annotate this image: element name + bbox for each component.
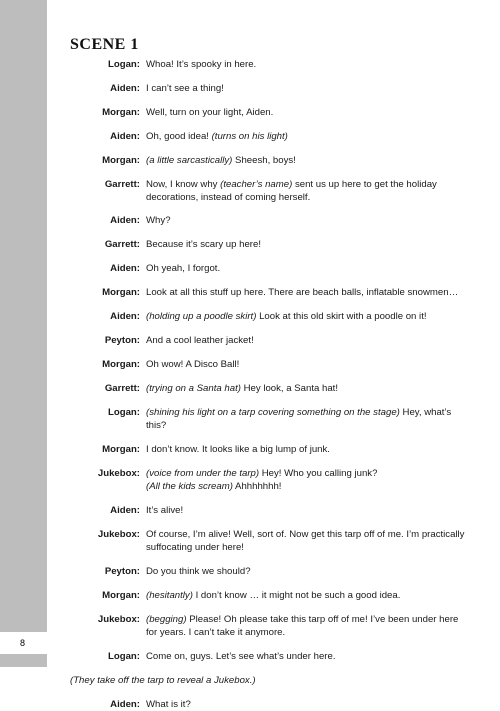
dialogue-text (146, 504, 470, 517)
script-body (70, 58, 470, 711)
stage-direction-inline: (begging) (146, 614, 187, 625)
speaker-name: Logan: (108, 407, 140, 418)
dialogue-text (146, 178, 470, 204)
dialogue-text (146, 589, 470, 602)
dialogue-text (146, 238, 470, 251)
page-side-band (0, 0, 47, 667)
dialogue-fragment: Of course, I’m alive! Well, sort of. Now get this tarp off of me. I’m practically suffocating under here! (146, 529, 465, 553)
dialogue-line (70, 310, 470, 323)
dialogue-text (146, 467, 470, 493)
dialogue-line (70, 286, 470, 299)
dialogue-line (70, 178, 470, 204)
dialogue-line (70, 358, 470, 371)
dialogue-fragment: Why? (146, 215, 171, 226)
dialogue-fragment: Oh yeah, I forgot. (146, 263, 221, 274)
dialogue-fragment: Sheesh, boys! (232, 155, 296, 166)
dialogue-text (146, 286, 470, 299)
dialogue-fragment: I don’t know. It looks like a big lump of junk. (146, 444, 330, 455)
dialogue-text (146, 443, 470, 456)
stage-direction-inline: (All the kids scream) (146, 481, 233, 492)
speaker-name: Jukebox: (97, 468, 140, 479)
dialogue-fragment: Oh wow! A Disco Ball! (146, 359, 240, 370)
dialogue-text (146, 310, 470, 323)
speaker-name: Aiden: (110, 83, 140, 94)
dialogue-line (70, 262, 470, 275)
dialogue-text (146, 698, 470, 711)
dialogue-line (70, 382, 470, 395)
dialogue-line (70, 589, 470, 602)
dialogue-line (70, 58, 470, 71)
dialogue-line (70, 214, 470, 227)
stage-direction-inline: (shining his light on a tarp covering something on the stage) (146, 407, 400, 418)
dialogue-line (70, 130, 470, 143)
stage-direction-inline: (turns on his light) (211, 131, 288, 142)
speaker-name: Garrett: (104, 239, 140, 250)
dialogue-line (70, 565, 470, 578)
speaker-name: Morgan: (102, 359, 140, 370)
speaker-name: Aiden: (110, 699, 140, 710)
dialogue-fragment: Please! Oh please take this tarp off of me! I’ve been under here for years. I can’t take it anymore. (146, 614, 459, 638)
dialogue-fragment: It’s alive! (146, 505, 184, 516)
dialogue-line (70, 334, 470, 347)
dialogue-text (146, 528, 470, 554)
dialogue-line (70, 443, 470, 456)
speaker-name: Morgan: (102, 444, 140, 455)
stage-direction-inline: (teacher’s name) (220, 179, 293, 190)
stage-direction-inline: (trying on a Santa hat) (146, 383, 241, 394)
stage-direction: (They take off the tarp to reveal a Jukebox.) (70, 675, 256, 686)
dialogue-fragment: Oh, good idea! (146, 131, 212, 142)
speaker-name: Aiden: (110, 215, 140, 226)
speaker-name: Logan: (108, 59, 140, 70)
speaker-name: Peyton: (104, 566, 140, 577)
dialogue-text (146, 214, 470, 227)
dialogue-line (70, 406, 470, 432)
dialogue-fragment: And a cool leather jacket! (146, 335, 254, 346)
dialogue-fragment: I don’t know … it might not be such a good idea. (192, 590, 401, 601)
dialogue-text (146, 613, 470, 639)
speaker-name: Morgan: (102, 155, 140, 166)
stage-direction-inline: (hesitantly) (146, 590, 193, 601)
dialogue-text (146, 58, 470, 71)
dialogue-fragment: Come on, guys. Let’s see what’s under here. (146, 651, 336, 662)
scene-heading: SCENE 1 (70, 36, 139, 53)
dialogue-text (146, 565, 470, 578)
dialogue-fragment: sent us up here to get the holiday decorations, instead of coming herself. (146, 179, 437, 203)
dialogue-text (146, 262, 470, 275)
dialogue-text (146, 358, 470, 371)
dialogue-fragment: I can’t see a thing! (146, 83, 224, 94)
dialogue-line (70, 698, 470, 711)
dialogue-text (146, 650, 470, 663)
dialogue-fragment: Hey look, a Santa hat! (240, 383, 338, 394)
stage-direction-inline: (holding up a poodle skirt) (146, 311, 257, 322)
speaker-name: Morgan: (102, 590, 140, 601)
dialogue-text (146, 406, 470, 432)
dialogue-fragment: Ahhhhhhh! (232, 481, 282, 492)
dialogue-line (70, 613, 470, 639)
speaker-name: Aiden: (110, 263, 140, 274)
dialogue-line (70, 106, 470, 119)
dialogue-line (70, 650, 470, 663)
dialogue-line (70, 238, 470, 251)
speaker-name: Garrett: (104, 383, 140, 394)
dialogue-text (146, 334, 470, 347)
speaker-name: Garrett: (104, 179, 140, 190)
dialogue-fragment: Hey! Who you calling junk? (259, 468, 378, 479)
dialogue-fragment: Whoa! It’s spooky in here. (146, 59, 257, 70)
speaker-name: Morgan: (102, 287, 140, 298)
dialogue-text (146, 382, 470, 395)
dialogue-line (70, 82, 470, 95)
dialogue-fragment: Well, turn on your light, Aiden. (146, 107, 274, 118)
dialogue-text (146, 154, 470, 167)
dialogue-text (146, 130, 470, 143)
dialogue-fragment: Because it’s scary up here! (146, 239, 262, 250)
dialogue-fragment: Do you think we should? (146, 566, 251, 577)
stage-direction-inline: (a little sarcastically) (146, 155, 233, 166)
dialogue-line (70, 504, 470, 517)
speaker-name: Jukebox: (97, 614, 140, 625)
dialogue-text (146, 82, 470, 95)
speaker-name: Morgan: (102, 107, 140, 118)
dialogue-fragment: Look at all this stuff up here. There are beach balls, inflatable snowmen… (146, 287, 459, 298)
dialogue-fragment: Hey, what’s this? (146, 407, 452, 431)
dialogue-fragment: Now, I know why (146, 179, 221, 190)
speaker-name: Logan: (108, 651, 140, 662)
dialogue-fragment: Look at this old skirt with a poodle on it! (256, 311, 427, 322)
speaker-name: Aiden: (110, 131, 140, 142)
speaker-name: Aiden: (110, 505, 140, 516)
page-number: 8 (0, 632, 47, 654)
speaker-name: Peyton: (104, 335, 140, 346)
dialogue-line (70, 467, 470, 493)
dialogue-fragment: What is it? (146, 699, 191, 710)
dialogue-line (70, 528, 470, 554)
speaker-name: Jukebox: (97, 529, 140, 540)
stage-direction-inline: (voice from under the tarp) (146, 468, 260, 479)
speaker-name: Aiden: (110, 311, 140, 322)
dialogue-line (70, 154, 470, 167)
dialogue-text (146, 106, 470, 119)
